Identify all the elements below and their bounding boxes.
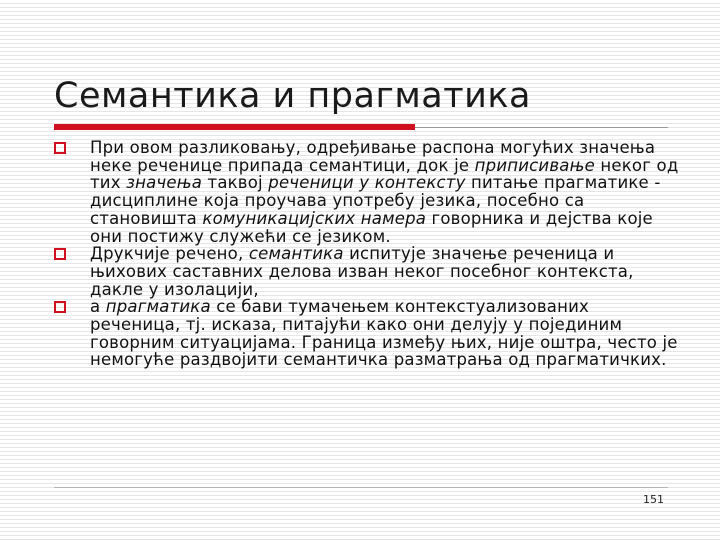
bullet-item bbox=[54, 139, 684, 245]
hollow-square-bullet-icon bbox=[54, 248, 66, 260]
bullet-text-italic-run: реченици у контексту bbox=[268, 173, 466, 193]
bullet-text-run: Друкчије речено, bbox=[90, 244, 249, 264]
bullet-text-run: При овом разликовању, одређивање распона могућих значења неке реченице припада семантици, док је bbox=[90, 138, 656, 175]
bullet-text-run: питање прагматике - дисциплине која проучава употребу језика, посебно са становишта bbox=[90, 173, 661, 228]
footer-divider bbox=[54, 487, 668, 488]
bullet-text bbox=[90, 297, 678, 369]
bullet-text-run: се бави тумачењем контекстуализованих реченица, тј. исказа, питајући како они делују у појединим говорним ситуацијама. Граница између њих, није оштра, често је немогуће раздвојити семантичка разматрања од прагматичких. bbox=[90, 297, 678, 370]
bullet-text-italic-run: семантика bbox=[248, 244, 344, 264]
bullet-item bbox=[54, 298, 684, 369]
bullet-list bbox=[54, 139, 684, 369]
bullet-text bbox=[90, 244, 634, 298]
bullet-text-run: говорника и дејства које они постижу служећи се језиком. bbox=[90, 208, 653, 246]
hollow-square-bullet-icon bbox=[54, 142, 66, 154]
bullet-text-run: испитује значење реченица и њихових саставних делова изван неког посебног контекста, дакле у изолацији, bbox=[90, 244, 634, 299]
bullet-text-italic-run: прагматика bbox=[105, 297, 211, 317]
hollow-square-bullet-icon bbox=[54, 301, 66, 313]
bullet-item bbox=[54, 245, 684, 298]
bullet-text bbox=[90, 138, 678, 246]
bullet-text-run: неког од тих bbox=[90, 155, 679, 193]
bullet-text-italic-run: приписивање bbox=[474, 155, 595, 175]
bullet-text-italic-run: комуникацијских намера bbox=[202, 208, 427, 228]
bullet-text-run: таквој bbox=[202, 173, 269, 193]
page-number: 151 bbox=[643, 493, 664, 506]
title-accent-bar bbox=[54, 124, 415, 130]
bullet-text-italic-run: значења bbox=[126, 173, 203, 193]
bullet-text-run: а bbox=[90, 297, 106, 317]
slide-title: Семантика и прагматика bbox=[54, 76, 531, 116]
